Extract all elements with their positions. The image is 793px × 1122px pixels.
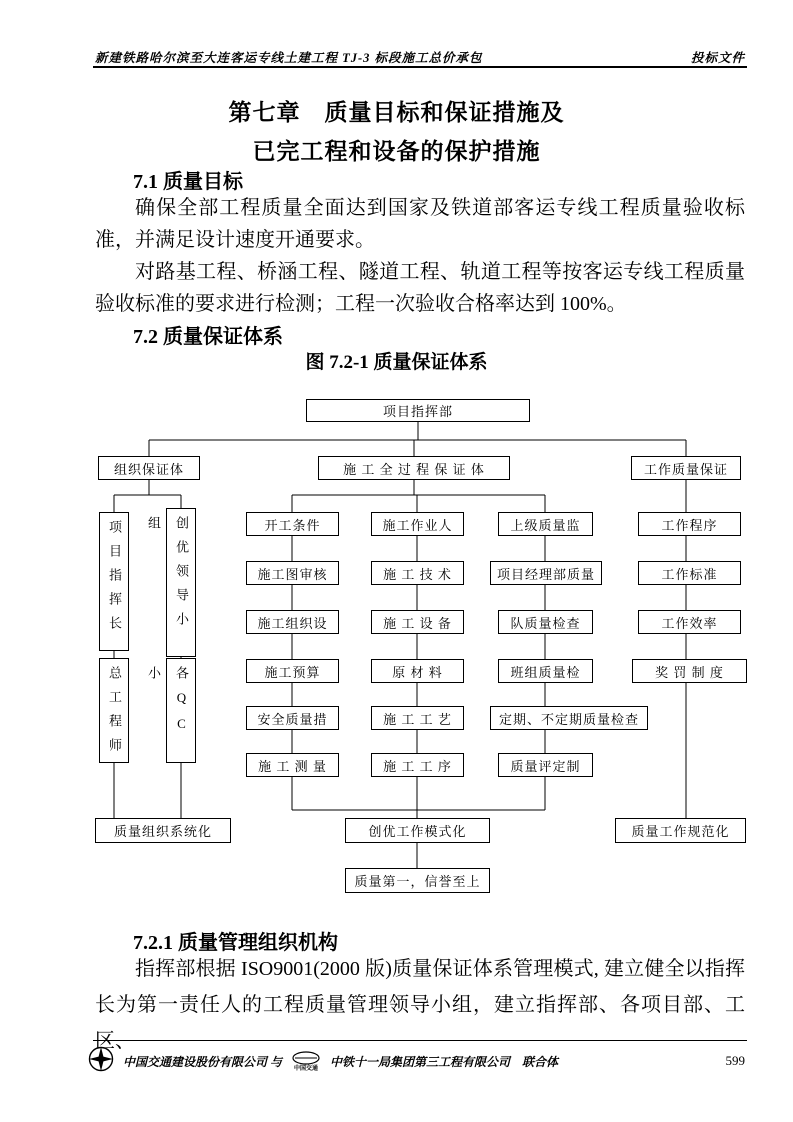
node-raw-materials: 原 材 料: [371, 659, 464, 683]
node-reward-penalty-system: 奖 罚 制 度: [632, 659, 747, 683]
node-commencement-conditions: 开工条件: [246, 512, 339, 536]
node-construction-personnel: 施工作业人: [371, 512, 464, 536]
section-7-1-paragraph-1: 确保全部工程质量全面达到国家及铁道部客运专线工程质量验收标准，并满足设计速度开通要求。: [95, 197, 745, 251]
node-work-quality-assurance: 工作质量保证: [631, 456, 741, 480]
node-superior-quality-supervision: 上级质量监: [498, 512, 593, 536]
footer-rule: [93, 1040, 747, 1041]
crcc-mini-logo: [291, 1051, 321, 1072]
node-construction-process-assurance: 施 工 全 过 程 保 证 体: [318, 456, 510, 480]
node-quality-organization-systematization: 质量组织系统化: [95, 818, 231, 843]
node-qc-groups: 各QC小: [166, 658, 196, 763]
section-7-2-1-heading: 7.2.1 质量管理组织机构: [133, 932, 338, 954]
section-7-1-paragraph-2: 对路基工程、桥涵工程、隧道工程、轨道工程等按客运专线工程质量验收标准的要求进行检测；工程一次验收合格率达到 100%。: [95, 261, 745, 315]
node-periodic-quality-inspection: 定期、不定期质量检查: [490, 706, 648, 730]
page-footer: [88, 1044, 745, 1078]
section-7-2-1-paragraph-1: 指挥部根据 ISO9001(2000 版)质量保证体系管理模式, 建立健全以指挥长为第一责任人的工程质量管理领导小组，建立指挥部、各项目部、工区、: [95, 958, 745, 1052]
node-construction-craft: 施 工 工 艺: [371, 706, 464, 730]
node-safety-quality-measures: 安全质量措: [246, 706, 339, 730]
node-work-standard: 工作标准: [638, 561, 741, 585]
figure-caption: 图 7.2-1 质量保证体系: [305, 352, 488, 373]
footer-company-left: 中国交通建设股份有限公司 与: [123, 1054, 283, 1069]
node-construction-procedure: 施 工 工 序: [371, 753, 464, 777]
node-organization-assurance: 组织保证体: [98, 456, 200, 480]
node-construction-organization-design: 施工组织设: [246, 610, 339, 634]
header-rule: [93, 66, 747, 68]
header-doc-type: 投标文件: [690, 51, 745, 65]
page-header: [95, 48, 745, 66]
node-construction-technology: 施 工 技 术: [371, 561, 464, 585]
node-work-efficiency: 工作效率: [638, 610, 741, 634]
node-work-procedure: 工作程序: [638, 512, 741, 536]
node-excellence-work-modeling: 创优工作模式化: [345, 818, 490, 843]
section-7-1-heading: 7.1 质量目标: [133, 171, 243, 193]
node-crew-quality-inspection: 班组质量检: [498, 659, 593, 683]
header-project-title: 新建铁路哈尔滨至大连客运专线土建工程 TJ-3 标段施工总价承包: [95, 51, 483, 65]
chapter-title-line2: 已完工程和设备的保护措施: [252, 139, 541, 164]
node-construction-equipment: 施 工 设 备: [371, 610, 464, 634]
node-drawing-review: 施工图审核: [246, 561, 339, 585]
node-excellence-leading-group: 创优领导小组: [166, 508, 196, 657]
node-construction-survey: 施 工 测 量: [246, 753, 339, 777]
crcc-mini-logo-caption: 中国交通: [294, 1065, 319, 1072]
node-project-headquarters: 项目指挥部: [306, 399, 530, 422]
node-project-commander: 项目指挥长: [99, 512, 129, 651]
section-7-2-heading: 7.2 质量保证体系: [133, 326, 283, 348]
footer-company-right: 中铁十一局集团第三工程有限公司 联合体: [330, 1054, 559, 1069]
cccc-compass-logo-icon: [88, 1046, 114, 1076]
node-chief-engineer: 总工程师: [99, 658, 129, 763]
quality-assurance-diagram: [0, 395, 793, 900]
node-team-quality-inspection: 队质量检查: [498, 610, 593, 634]
node-quality-motto: 质量第一，信誉至上: [345, 868, 490, 893]
node-quality-work-standardization: 质量工作规范化: [615, 818, 746, 843]
node-construction-budget: 施工预算: [246, 659, 339, 683]
page-number: 599: [725, 1053, 745, 1068]
node-quality-evaluation-system: 质量评定制: [498, 753, 593, 777]
chapter-title-line1: 第七章 质量目标和保证措施及: [228, 100, 565, 125]
node-project-manager-dept-quality: 项目经理部质量: [490, 561, 602, 585]
crcc-mini-logo-icon: [291, 1051, 321, 1066]
